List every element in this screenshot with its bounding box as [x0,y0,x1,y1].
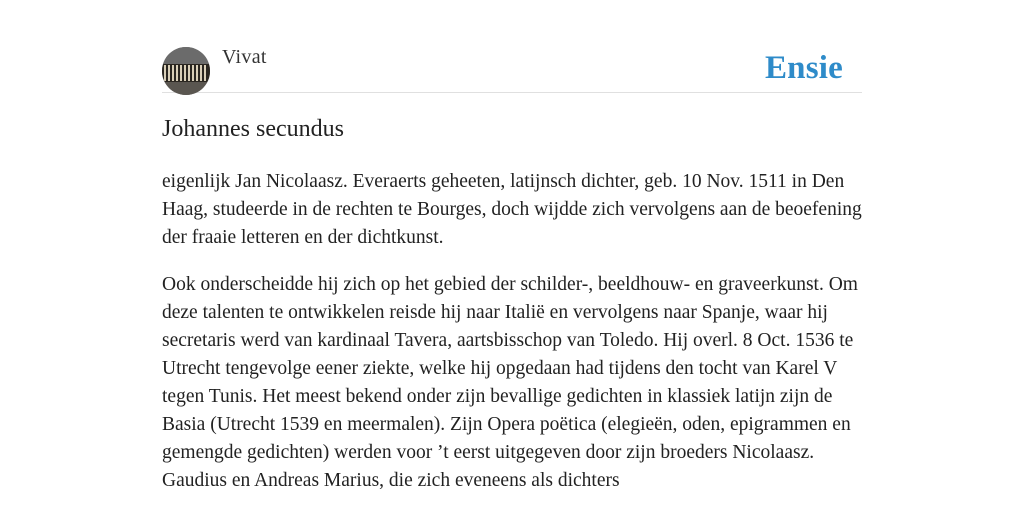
article-paragraph-2: Ook onderscheidde hij zich op het gebied der schilder-, beeldhouw- en graveerkunst. Om deze talenten te ontwikkelen reisde hij naar Italië en vervolgens naar Spanje, waar hij secretaris werd van kardinaal Tavera, aartsbisschop van Toledo. Hij overl. 8 Oct. 1536 te Utrecht tengevolge eener ziekte, welke hij opgedaan had tijdens den tocht van Karel V tegen Tunis. Het meest bekend onder zijn bevallige gedichten in klassiek latijn zijn de Basia (Utrecht 1539 en meermalen). Zijn Opera poëtica (elegieën, oden, epigrammen en gemengde gedichten) werden voor ’t eerst uitgegeven door zijn broeders Nicolaasz. Gaudius en Andreas Marius, die zich eveneens als dichters [162,274,858,491]
bookshelf-avatar-icon [162,47,210,95]
article-title: Johannes secundus [162,116,344,142]
page-header [162,0,862,93]
article-page [162,0,862,491]
article-paragraph-1: eigenlijk Jan Nicolaasz. Everaerts geheeten, latijnsch dichter, geb. 10 Nov. 1511 in Den Haag, studeerde in de rechten te Bourges, doch wijdde zich vervolgens aan de beoefening der fraaie letteren en der dichtkunst. [162,171,862,248]
author-name[interactable]: Vivat [222,46,267,68]
brand-logo[interactable]: Ensie [764,50,843,86]
author-avatar[interactable] [162,47,210,95]
article-body [162,168,862,512]
